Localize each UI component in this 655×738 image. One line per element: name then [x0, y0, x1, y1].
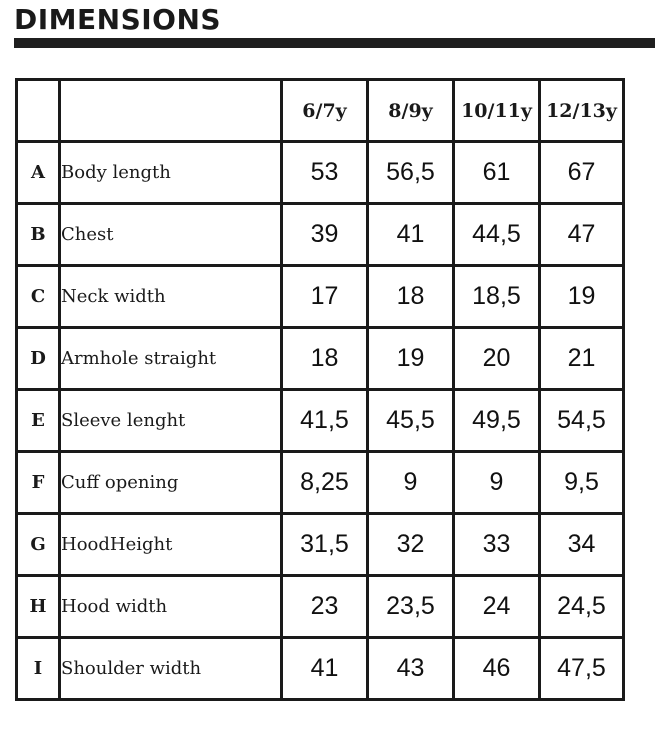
measurement-cell: 19 [540, 266, 624, 328]
measurement-cell: 34 [540, 514, 624, 576]
row-letter: F [17, 452, 60, 514]
row-label: Chest [60, 204, 282, 266]
row-label: Armhole straight [60, 328, 282, 390]
measurement-cell: 45,5 [368, 390, 454, 452]
row-letter: B [17, 204, 60, 266]
size-header-6-7y: 6/7y [282, 80, 368, 142]
row-letter: C [17, 266, 60, 328]
measurement-cell: 24 [454, 576, 540, 638]
row-label: Body length [60, 142, 282, 204]
table-row [17, 266, 624, 328]
table-row [17, 576, 624, 638]
measurement-cell: 56,5 [368, 142, 454, 204]
measurement-cell: 41 [282, 638, 368, 700]
header-label-cell [60, 80, 282, 142]
measurement-cell: 33 [454, 514, 540, 576]
table-row [17, 452, 624, 514]
row-letter: I [17, 638, 60, 700]
row-label: Hood width [60, 576, 282, 638]
measurement-cell: 67 [540, 142, 624, 204]
measurement-cell: 18,5 [454, 266, 540, 328]
table-body [17, 142, 624, 700]
measurement-cell: 43 [368, 638, 454, 700]
measurement-cell: 9,5 [540, 452, 624, 514]
title-underline [14, 38, 655, 48]
row-letter: G [17, 514, 60, 576]
measurement-cell: 18 [368, 266, 454, 328]
measurement-cell: 21 [540, 328, 624, 390]
row-label: Shoulder width [60, 638, 282, 700]
measurement-cell: 18 [282, 328, 368, 390]
measurement-cell: 32 [368, 514, 454, 576]
table-row [17, 390, 624, 452]
measurement-cell: 41 [368, 204, 454, 266]
row-letter: H [17, 576, 60, 638]
row-label: HoodHeight [60, 514, 282, 576]
row-label: Neck width [60, 266, 282, 328]
table-row [17, 638, 624, 700]
size-header-10-11y: 10/11y [454, 80, 540, 142]
measurement-cell: 24,5 [540, 576, 624, 638]
row-letter: D [17, 328, 60, 390]
header-corner-cell [17, 80, 60, 142]
size-header-12-13y: 12/13y [540, 80, 624, 142]
measurement-cell: 44,5 [454, 204, 540, 266]
measurement-cell: 49,5 [454, 390, 540, 452]
measurement-cell: 8,25 [282, 452, 368, 514]
measurement-cell: 46 [454, 638, 540, 700]
page-title: DIMENSIONS [14, 3, 222, 36]
measurement-cell: 20 [454, 328, 540, 390]
row-label: Sleeve lenght [60, 390, 282, 452]
row-label: Cuff opening [60, 452, 282, 514]
table-row [17, 204, 624, 266]
table-row [17, 514, 624, 576]
measurement-cell: 47 [540, 204, 624, 266]
measurement-cell: 19 [368, 328, 454, 390]
measurement-cell: 54,5 [540, 390, 624, 452]
measurement-cell: 61 [454, 142, 540, 204]
measurement-cell: 23,5 [368, 576, 454, 638]
measurement-cell: 9 [454, 452, 540, 514]
row-letter: E [17, 390, 60, 452]
row-letter: A [17, 142, 60, 204]
table-row [17, 328, 624, 390]
table-header-row [17, 80, 624, 142]
measurement-cell: 39 [282, 204, 368, 266]
measurement-cell: 17 [282, 266, 368, 328]
measurement-cell: 23 [282, 576, 368, 638]
measurement-cell: 9 [368, 452, 454, 514]
measurement-cell: 53 [282, 142, 368, 204]
size-header-8-9y: 8/9y [368, 80, 454, 142]
table-row [17, 142, 624, 204]
measurement-cell: 41,5 [282, 390, 368, 452]
measurement-cell: 31,5 [282, 514, 368, 576]
dimensions-table [15, 78, 625, 701]
measurement-cell: 47,5 [540, 638, 624, 700]
